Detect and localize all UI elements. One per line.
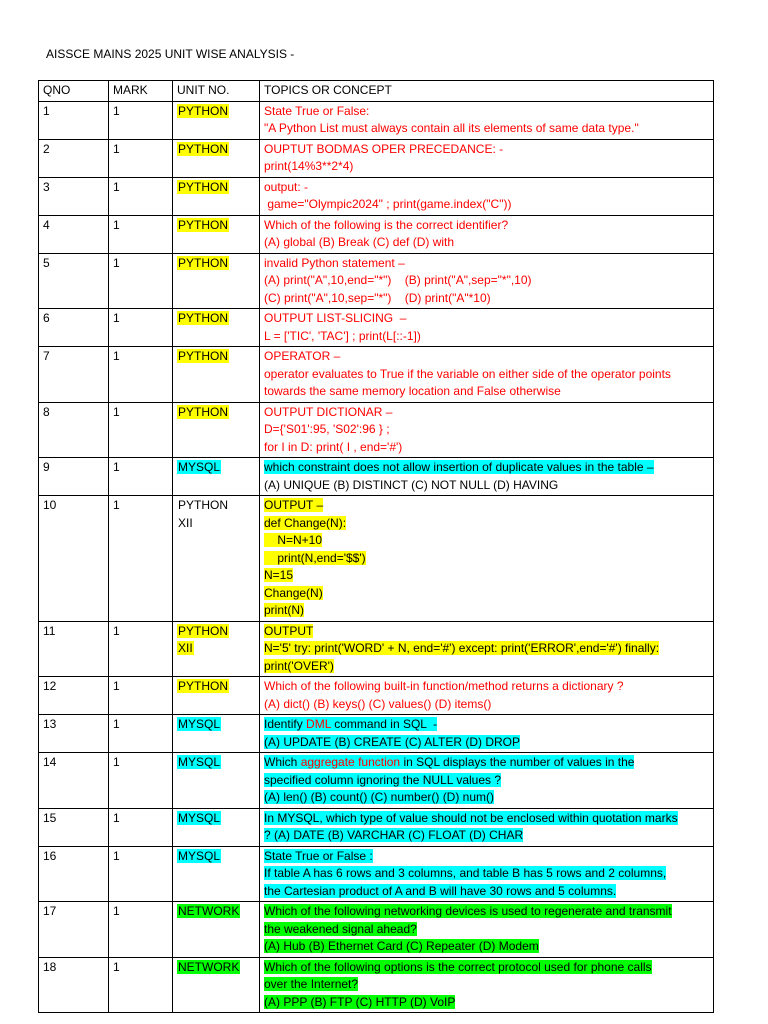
unit-cell bbox=[173, 177, 260, 215]
table-row bbox=[39, 621, 714, 677]
topic-line bbox=[264, 585, 709, 603]
unit-tag: PYTHON bbox=[178, 141, 229, 156]
table-row bbox=[39, 347, 714, 403]
table-row bbox=[39, 215, 714, 253]
qno-cell: 7 bbox=[39, 347, 109, 403]
unit-cell bbox=[173, 496, 260, 622]
qno-cell: 17 bbox=[39, 902, 109, 958]
topic-line-text: invalid Python statement – bbox=[264, 255, 405, 270]
qno-cell: 18 bbox=[39, 957, 109, 1013]
unit-label bbox=[177, 903, 255, 921]
unit-tag: PYTHON bbox=[178, 179, 229, 194]
topic-cell bbox=[260, 309, 714, 347]
unit-tag: PYTHON bbox=[178, 255, 229, 270]
topic-line bbox=[264, 404, 709, 422]
unit-label bbox=[177, 959, 255, 977]
topic-line bbox=[264, 217, 709, 235]
mark-cell: 1 bbox=[109, 458, 173, 496]
unit-tag: PYTHON bbox=[178, 103, 229, 118]
qno-cell: 6 bbox=[39, 309, 109, 347]
topic-line bbox=[264, 272, 709, 290]
topic-line bbox=[264, 678, 709, 696]
topic-line-text: (A) print("A",10,end="*") (B) print("A",sep="*",10) bbox=[264, 273, 532, 287]
qno-cell: 5 bbox=[39, 253, 109, 309]
topic-line-text: for I in D: print( I , end='#') bbox=[264, 439, 403, 454]
topic-line bbox=[264, 772, 709, 790]
topic-line-text: OUTPUT DICTIONAR – bbox=[264, 404, 393, 419]
topic-line bbox=[264, 550, 709, 568]
topic-line-text: output: - bbox=[264, 179, 309, 194]
topic-line-text: Which of the following options is the correct protocol used for phone calls bbox=[264, 959, 652, 974]
topic-line bbox=[264, 366, 709, 384]
unit-cell bbox=[173, 846, 260, 902]
unit-cell bbox=[173, 347, 260, 403]
topic-line bbox=[264, 421, 709, 439]
mark-cell: 1 bbox=[109, 902, 173, 958]
header-mark: MARK bbox=[109, 81, 173, 102]
table-row bbox=[39, 753, 714, 809]
topic-line bbox=[264, 532, 709, 550]
topic-line bbox=[264, 696, 709, 714]
mark-cell: 1 bbox=[109, 621, 173, 677]
table-row bbox=[39, 846, 714, 902]
topic-line bbox=[264, 640, 709, 658]
topic-line-text: print('OVER') bbox=[264, 658, 334, 673]
unit-tag: PYTHON bbox=[178, 404, 229, 419]
topic-line-text: Which of the following built-in function/method returns a dictionary ? bbox=[264, 679, 624, 693]
topic-line-text: (A) len() (B) count() (C) number() (D) num() bbox=[264, 790, 495, 804]
topic-line-text: OUTPUT bbox=[264, 623, 314, 638]
topic-cell bbox=[260, 177, 714, 215]
topic-line-text: def Change(N): bbox=[264, 515, 347, 530]
topic-cell bbox=[260, 402, 714, 458]
topic-line bbox=[264, 477, 709, 495]
topic-cell bbox=[260, 621, 714, 677]
unit-tag: XII bbox=[178, 515, 193, 530]
table-header-row bbox=[39, 81, 714, 102]
unit-label bbox=[177, 848, 255, 866]
unit-label bbox=[177, 810, 255, 828]
table-row bbox=[39, 402, 714, 458]
topic-line-text: the weakened signal ahead? bbox=[264, 921, 417, 936]
mark-cell: 1 bbox=[109, 101, 173, 139]
topic-line-text: the Cartesian product of A and B will have 30 rows and 5 columns. bbox=[264, 883, 617, 898]
unit-label bbox=[177, 179, 255, 197]
unit-tag: PYTHON bbox=[178, 311, 229, 325]
table-row bbox=[39, 101, 714, 139]
topic-line bbox=[264, 497, 709, 515]
unit-cell bbox=[173, 309, 260, 347]
topic-cell bbox=[260, 347, 714, 403]
topic-text-segment: command in SQL - bbox=[330, 717, 438, 731]
mark-cell: 1 bbox=[109, 496, 173, 622]
topic-line-text: (A) global (B) Break (C) def (D) with bbox=[264, 235, 455, 249]
topic-line-text: N=N+10 bbox=[264, 533, 323, 547]
unit-cell bbox=[173, 715, 260, 753]
topic-line-text: Which of the following networking devices is used to regenerate and transmit bbox=[264, 904, 672, 918]
topic-line-text: State True or False: bbox=[264, 103, 370, 118]
unit-cell bbox=[173, 139, 260, 177]
topic-line-text: over the Internet? bbox=[264, 977, 359, 991]
topic-line-text: towards the same memory location and False otherwise bbox=[264, 384, 561, 398]
qno-cell: 10 bbox=[39, 496, 109, 622]
emphasized-term: aggregate function bbox=[300, 755, 401, 769]
topic-line-text: (A) UPDATE (B) CREATE (C) ALTER (D) DROP bbox=[264, 734, 521, 749]
unit-cell bbox=[173, 253, 260, 309]
topic-cell bbox=[260, 902, 714, 958]
mark-cell: 1 bbox=[109, 177, 173, 215]
topic-line-text: (A) Hub (B) Ethernet Card (C) Repeater (D) Modem bbox=[264, 939, 539, 953]
unit-cell bbox=[173, 402, 260, 458]
unit-cell bbox=[173, 101, 260, 139]
topic-cell bbox=[260, 253, 714, 309]
table-row bbox=[39, 253, 714, 309]
topic-line-text bbox=[264, 717, 437, 731]
unit-label bbox=[177, 497, 255, 515]
topic-cell bbox=[260, 101, 714, 139]
unit-label bbox=[177, 103, 255, 121]
topic-line bbox=[264, 865, 709, 883]
unit-cell bbox=[173, 753, 260, 809]
qno-cell: 9 bbox=[39, 458, 109, 496]
unit-label bbox=[177, 459, 255, 477]
topic-line bbox=[264, 976, 709, 994]
topic-line-text: Which of the following is the correct identifier? bbox=[264, 217, 509, 232]
mark-cell: 1 bbox=[109, 253, 173, 309]
unit-tag: PYTHON bbox=[178, 623, 229, 638]
table-row bbox=[39, 139, 714, 177]
mark-cell: 1 bbox=[109, 753, 173, 809]
mark-cell: 1 bbox=[109, 309, 173, 347]
unit-cell bbox=[173, 458, 260, 496]
table-row bbox=[39, 902, 714, 958]
topic-text-segment: Which bbox=[264, 755, 301, 769]
unit-label bbox=[177, 255, 255, 273]
topic-cell bbox=[260, 458, 714, 496]
unit-tag: PYTHON bbox=[178, 217, 229, 232]
header-topics: TOPICS OR CONCEPT bbox=[260, 81, 714, 102]
topic-line-text: L = ['TIC', 'TAC'] ; print(L[::-1]) bbox=[264, 328, 421, 343]
unit-label bbox=[177, 404, 255, 422]
mark-cell: 1 bbox=[109, 402, 173, 458]
qno-cell: 11 bbox=[39, 621, 109, 677]
topic-line bbox=[264, 754, 709, 772]
unit-tag: MYSQL bbox=[178, 717, 221, 731]
topic-cell bbox=[260, 715, 714, 753]
topic-cell bbox=[260, 496, 714, 622]
header-qno: QNO bbox=[39, 81, 109, 102]
topic-line bbox=[264, 959, 709, 977]
topic-line bbox=[264, 328, 709, 346]
topic-line-text: (A) dict() (B) keys() (C) values() (D) items() bbox=[264, 696, 492, 711]
qno-cell: 1 bbox=[39, 101, 109, 139]
topic-line-text: print(N) bbox=[264, 603, 305, 617]
qno-cell: 2 bbox=[39, 139, 109, 177]
unit-cell bbox=[173, 677, 260, 715]
table-row bbox=[39, 677, 714, 715]
unit-label bbox=[177, 141, 255, 159]
topic-line bbox=[264, 179, 709, 197]
topic-line-text: (C) print("A",10,sep="*") (D) print("A"*10) bbox=[264, 290, 491, 305]
topic-text-segment: Identify bbox=[264, 717, 307, 731]
topic-line bbox=[264, 810, 709, 828]
table-row bbox=[39, 177, 714, 215]
topic-line-text: D={'S01':95, 'S02':96 } ; bbox=[264, 422, 390, 436]
topic-line-text: specified column ignoring the NULL values ? bbox=[264, 772, 502, 787]
topic-line bbox=[264, 903, 709, 921]
topic-line bbox=[264, 158, 709, 176]
qno-cell: 3 bbox=[39, 177, 109, 215]
unit-tag: PYTHON bbox=[178, 679, 229, 693]
topic-line bbox=[264, 921, 709, 939]
topic-line-text: OPERATOR – bbox=[264, 349, 341, 363]
topic-line bbox=[264, 234, 709, 252]
mark-cell: 1 bbox=[109, 347, 173, 403]
topic-line bbox=[264, 383, 709, 401]
topic-line-text: "A Python List must always contain all its elements of same data type." bbox=[264, 121, 639, 135]
unit-tag: PYTHON bbox=[178, 498, 229, 512]
topic-line-text: Change(N) bbox=[264, 585, 323, 600]
topic-line bbox=[264, 658, 709, 676]
topic-line-text bbox=[264, 755, 634, 769]
topic-line bbox=[264, 883, 709, 901]
mark-cell: 1 bbox=[109, 139, 173, 177]
topic-cell bbox=[260, 808, 714, 846]
topic-line-text: ? (A) DATE (B) VARCHAR (C) FLOAT (D) CHAR bbox=[264, 828, 524, 842]
topic-line bbox=[264, 459, 709, 477]
unit-cell bbox=[173, 621, 260, 677]
topic-line-text: OUTPUT LIST-SLICING – bbox=[264, 311, 407, 325]
topic-line bbox=[264, 439, 709, 457]
topic-line bbox=[264, 623, 709, 641]
unit-tag: MYSQL bbox=[178, 755, 221, 769]
topic-line-text: game="Olympic2024" ; print(game.index("C")) bbox=[264, 197, 512, 211]
unit-label bbox=[177, 640, 255, 658]
topic-line bbox=[264, 789, 709, 807]
unit-label bbox=[177, 678, 255, 696]
unit-label bbox=[177, 716, 255, 734]
qno-cell: 14 bbox=[39, 753, 109, 809]
qno-cell: 13 bbox=[39, 715, 109, 753]
topic-cell bbox=[260, 677, 714, 715]
mark-cell: 1 bbox=[109, 957, 173, 1013]
unit-cell bbox=[173, 215, 260, 253]
topic-line-text: print(14%3**2*4) bbox=[264, 159, 354, 173]
topic-line bbox=[264, 848, 709, 866]
topic-line bbox=[264, 290, 709, 308]
topic-line-text: (A) UNIQUE (B) DISTINCT (C) NOT NULL (D) HAVING bbox=[264, 477, 559, 492]
unit-tag: XII bbox=[178, 641, 193, 655]
table-row bbox=[39, 496, 714, 622]
topic-line bbox=[264, 827, 709, 845]
topic-line-text: operator evaluates to True if the variable on either side of the operator points bbox=[264, 366, 671, 381]
unit-label bbox=[177, 217, 255, 235]
topic-line-text: N=15 bbox=[264, 568, 294, 582]
unit-label bbox=[177, 310, 255, 328]
unit-cell bbox=[173, 902, 260, 958]
topic-line-text: State True or False : bbox=[264, 848, 373, 863]
unit-tag: PYTHON bbox=[178, 349, 229, 363]
unit-label bbox=[177, 754, 255, 772]
unit-label bbox=[177, 348, 255, 366]
qno-cell: 8 bbox=[39, 402, 109, 458]
qno-cell: 4 bbox=[39, 215, 109, 253]
topic-cell bbox=[260, 139, 714, 177]
topic-line-text: which constraint does not allow insertion of duplicate values in the table – bbox=[264, 460, 654, 474]
table-row bbox=[39, 309, 714, 347]
mark-cell: 1 bbox=[109, 808, 173, 846]
topic-line-text: (A) PPP (B) FTP (C) HTTP (D) VoIP bbox=[264, 994, 456, 1009]
unit-label bbox=[177, 623, 255, 641]
qno-cell: 16 bbox=[39, 846, 109, 902]
emphasized-term: DML bbox=[306, 717, 331, 731]
unit-tag: NETWORK bbox=[178, 904, 240, 918]
topic-line-text: OUTPUT – bbox=[264, 498, 324, 512]
mark-cell: 1 bbox=[109, 215, 173, 253]
topic-line bbox=[264, 716, 709, 734]
topic-line-text: N='5' try: print('WORD' + N, end='#') except: print('ERROR',end='#') finally: bbox=[264, 641, 660, 655]
topic-cell bbox=[260, 215, 714, 253]
topic-line bbox=[264, 196, 709, 214]
topic-cell bbox=[260, 846, 714, 902]
table-body bbox=[39, 81, 714, 1013]
topic-line bbox=[264, 310, 709, 328]
topic-cell bbox=[260, 753, 714, 809]
table-row bbox=[39, 458, 714, 496]
header-unit: UNIT NO. bbox=[173, 81, 260, 102]
unit-tag: MYSQL bbox=[178, 848, 221, 863]
mark-cell: 1 bbox=[109, 846, 173, 902]
topic-text-segment: in SQL displays the number of values in the bbox=[400, 755, 635, 769]
qno-cell: 15 bbox=[39, 808, 109, 846]
topic-line bbox=[264, 994, 709, 1012]
mark-cell: 1 bbox=[109, 677, 173, 715]
unit-tag: MYSQL bbox=[178, 460, 221, 474]
topic-cell bbox=[260, 957, 714, 1013]
unit-tag: MYSQL bbox=[178, 810, 221, 825]
topic-line-text: OUPTUT BODMAS OPER PRECEDANCE: - bbox=[264, 141, 504, 156]
topic-line-text: In MYSQL, which type of value should not be enclosed within quotation marks bbox=[264, 810, 678, 825]
table-row bbox=[39, 715, 714, 753]
qno-cell: 12 bbox=[39, 677, 109, 715]
unit-cell bbox=[173, 808, 260, 846]
topic-line bbox=[264, 938, 709, 956]
unit-wise-analysis-table bbox=[38, 80, 714, 1013]
topic-line bbox=[264, 567, 709, 585]
topic-line-text: print(N,end='$$') bbox=[264, 550, 366, 565]
topic-line bbox=[264, 515, 709, 533]
table-row bbox=[39, 957, 714, 1013]
mark-cell: 1 bbox=[109, 715, 173, 753]
topic-line bbox=[264, 103, 709, 121]
table-row bbox=[39, 808, 714, 846]
unit-tag: NETWORK bbox=[178, 959, 240, 974]
topic-line bbox=[264, 120, 709, 138]
topic-line bbox=[264, 348, 709, 366]
topic-line bbox=[264, 255, 709, 273]
topic-line bbox=[264, 602, 709, 620]
document-title: AISSCE MAINS 2025 UNIT WISE ANALYSIS - bbox=[46, 47, 295, 61]
unit-label bbox=[177, 515, 255, 533]
topic-line bbox=[264, 734, 709, 752]
topic-line bbox=[264, 141, 709, 159]
topic-line-text: If table A has 6 rows and 3 columns, and table B has 5 rows and 2 columns, bbox=[264, 866, 667, 880]
unit-cell bbox=[173, 957, 260, 1013]
